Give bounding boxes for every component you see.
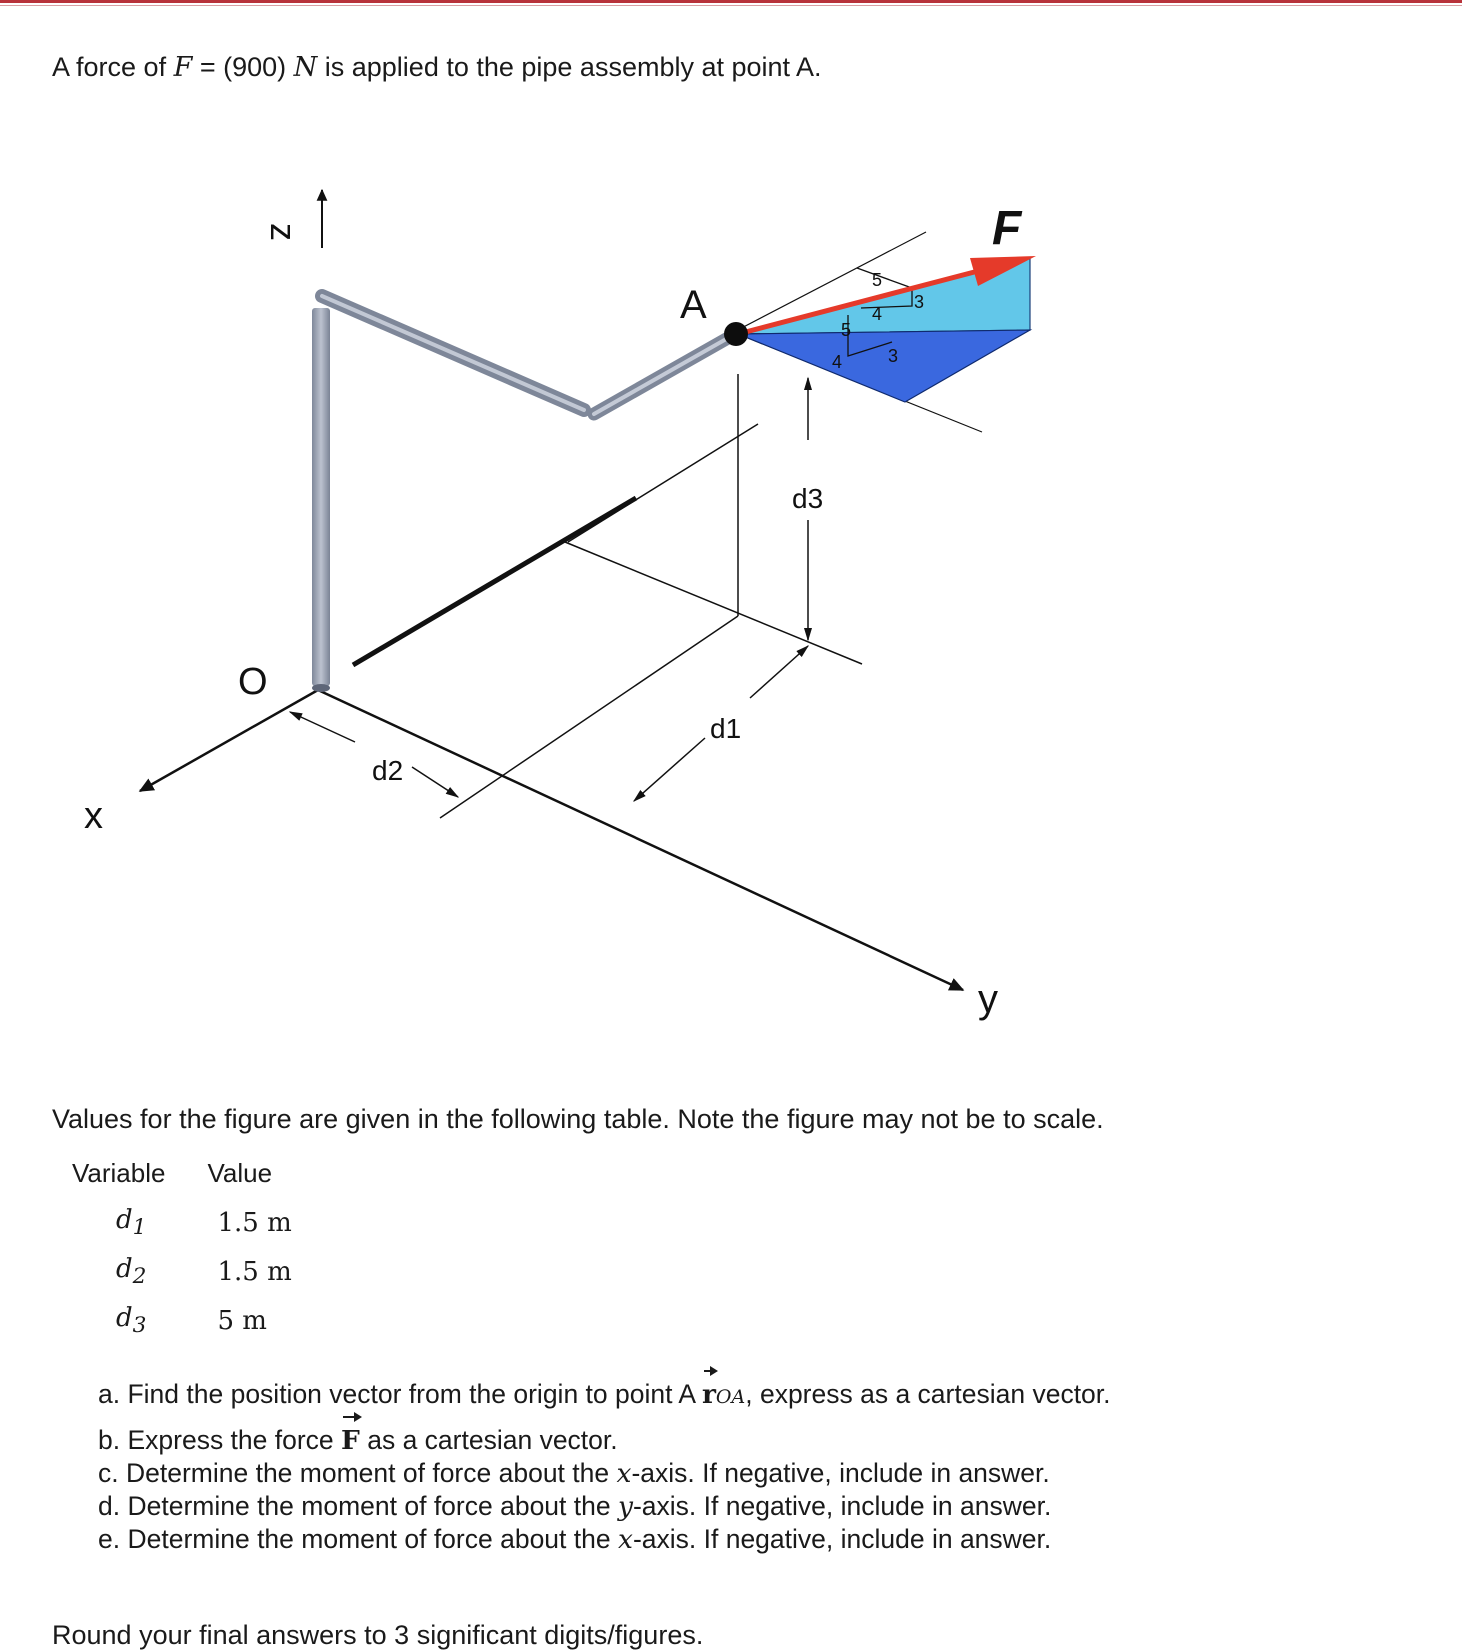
top-accent-bar: [0, 0, 1462, 3]
slope-mid-3: 3: [888, 346, 899, 366]
label-f: F: [992, 202, 1022, 255]
y-axis: [318, 690, 963, 990]
question-a: a. Find the position vector from the origin to point A rOA, express as a cartesian vector.: [98, 1379, 1111, 1410]
question-c: c. Determine the moment of force about the x-axis. If negative, include in answer.: [98, 1458, 1050, 1489]
label-d1: d1: [710, 713, 742, 744]
header-value: Value: [207, 1158, 273, 1188]
point-a-marker: [724, 322, 748, 346]
force-vector-symbol: F: [341, 1425, 360, 1456]
label-z: z: [263, 223, 304, 241]
force-symbol: F: [173, 52, 193, 83]
d2-dimension-left: [290, 712, 355, 742]
position-vector-symbol: r: [701, 1379, 716, 1410]
header-variable: Variable: [72, 1158, 166, 1188]
top-accent-line: [0, 5, 1462, 6]
label-y: y: [978, 977, 998, 1021]
problem-statement: A force of F = (900) N is applied to the pipe assembly at point A.: [52, 52, 822, 83]
values-table: [72, 1158, 314, 1347]
pipe-assembly: [312, 296, 728, 692]
pipe-assembly-figure: [0, 110, 1462, 1070]
d1-dimension-lower: [634, 738, 705, 801]
label-a: A: [680, 283, 707, 327]
rounding-instruction: Round your final answers to 3 significant digits/figures.: [52, 1620, 704, 1650]
newton-symbol: N: [293, 52, 318, 83]
slope-mid-5: 5: [841, 320, 852, 340]
ground-line-front: [353, 498, 636, 665]
ground-line-mid: [565, 542, 862, 664]
table-row: $d_1$ 1.5 m: [116, 1205, 292, 1241]
ground-line-d2-end: [440, 616, 738, 818]
d2-dimension-right: [412, 767, 458, 797]
label-x: x: [84, 795, 103, 837]
force-plane-dark: [738, 330, 1030, 402]
d1-dimension-upper: [750, 646, 808, 698]
slope-upper-4: 4: [872, 304, 883, 324]
question-e: e. Determine the moment of force about the x-axis. If negative, include in answer.: [98, 1524, 1052, 1555]
question-b: b. Express the force F as a cartesian vector.: [98, 1425, 618, 1456]
slope-upper-5: 5: [872, 270, 883, 290]
label-o: O: [238, 661, 268, 703]
label-d2: d2: [372, 755, 404, 786]
table-row: $d_3$ 5 m: [116, 1303, 267, 1339]
table-note: Values for the figure are given in the following table. Note the figure may not be to scale.: [52, 1104, 1104, 1134]
question-d: d. Determine the moment of force about the y-axis. If negative, include in answer.: [98, 1491, 1052, 1522]
ground-line-thin: [568, 424, 758, 542]
slope-mid-4: 4: [832, 352, 843, 372]
question-list: [98, 1378, 1111, 1556]
table-row: $d_2$ 1.5 m: [116, 1254, 292, 1290]
label-d3: d3: [792, 483, 824, 514]
x-axis: [140, 690, 318, 791]
slope-upper-3: 3: [914, 292, 925, 312]
